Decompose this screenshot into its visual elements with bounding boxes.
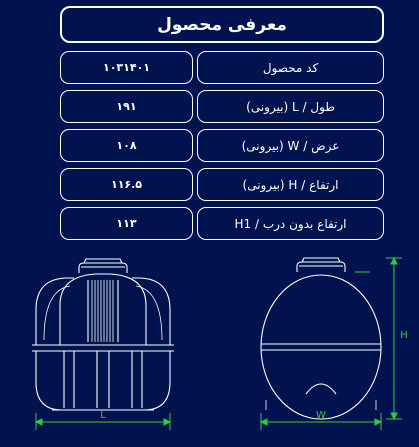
spec-value-length: ۱۹۱ xyxy=(60,90,193,123)
spec-value-height-without-lid: ۱۱۳ xyxy=(60,207,193,240)
spec-row-product-code xyxy=(60,51,384,84)
dimension-label-height: H xyxy=(400,330,408,341)
spec-row-height-without-lid xyxy=(60,207,384,240)
product-intro-title: معرفی محصول xyxy=(60,6,384,43)
tank-front-view xyxy=(261,258,381,419)
spec-label-height: ارتفاع / H (بیرونی) xyxy=(197,168,384,201)
tank-technical-drawing xyxy=(0,250,419,447)
spec-row-height xyxy=(60,168,384,201)
spec-value-product-code: ۱۰۳۱۴۰۱ xyxy=(60,51,193,84)
spec-label-length: طول / L (بیرونی) xyxy=(197,90,384,123)
spec-label-width: عرض / W (بیرونی) xyxy=(197,129,384,162)
dimension-label-length: L xyxy=(100,410,106,421)
spec-value-width: ۱۰۸ xyxy=(60,129,193,162)
spec-row-width xyxy=(60,129,384,162)
tank-side-view xyxy=(32,259,174,410)
spec-label-product-code: کد محصول xyxy=(197,51,384,84)
spec-value-height: ۱۱۶.۵ xyxy=(60,168,193,201)
spec-row-length xyxy=(60,90,384,123)
spec-label-height-without-lid: ارتفاع بدون درب / H1 xyxy=(197,207,384,240)
dimension-label-width: W xyxy=(316,410,326,421)
